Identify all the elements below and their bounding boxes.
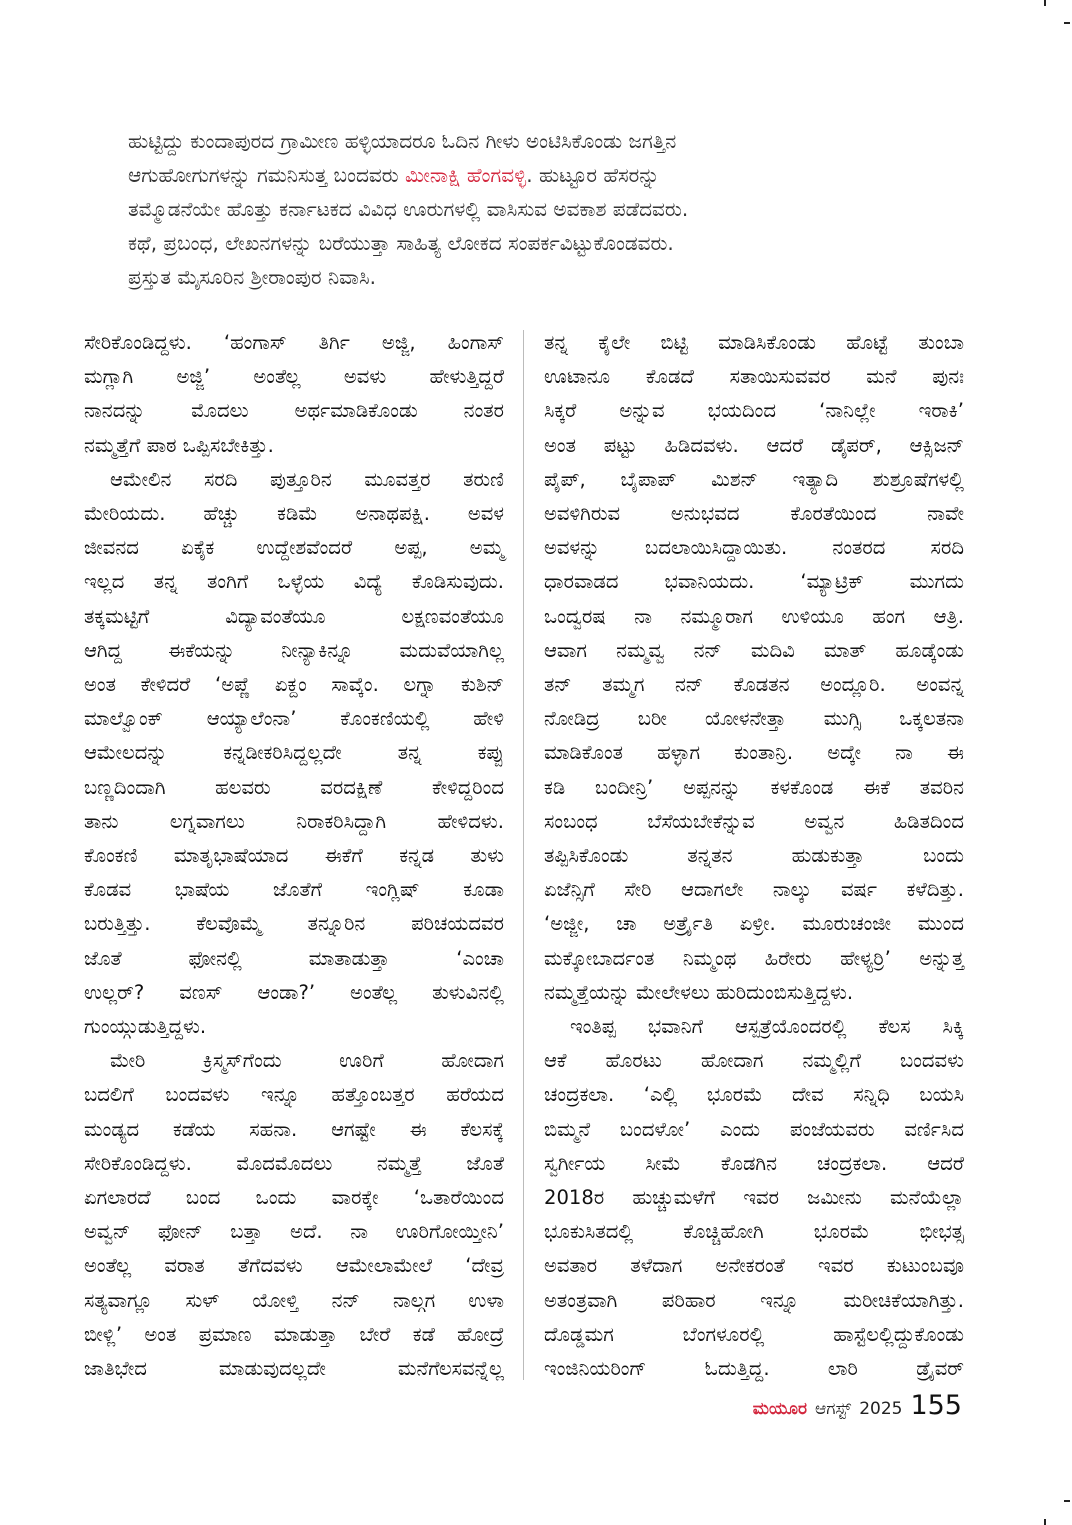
text-line: ಅಂತೆಲ್ಲ ವರಾತ ತೆಗೆದವಳು ಆಮೇಲಾಮೇಲೆ ‘ದೇವ್ರ bbox=[84, 1254, 504, 1278]
text-line: ಊಟಾನೂ ಕೊಡದೆ ಸತಾಯಿಸುವವರ ಮನೆ ಪುನಃ bbox=[544, 365, 964, 389]
text-line: ತನ್ ತಮ್ಮಗ ನನ್ ಕೊಡತನ ಅಂದ್ಲೂರಿ. ಅಂವನ್ನ bbox=[544, 673, 964, 697]
text-line: ಮಾಲ್ವೊಂಕ್ ಆಯ್ಯಾಲೆಂನಾ’ ಕೊಂಕಣಿಯಲ್ಲಿ ಹೇಳಿ bbox=[84, 707, 504, 731]
text-line: ಕೊಂಕಣಿ ಮಾತೃಭಾಷೆಯಾದ ಈಕೆಗೆ ಕನ್ನಡ ತುಳು bbox=[84, 844, 504, 868]
text-line: ಇಂತಿಪ್ಪ ಭವಾನಿಗೆ ಆಸ್ಪತ್ರೆಯೊಂದರಲ್ಲಿ ಕೆಲಸ ಸಿಕ್ಕಿ bbox=[570, 1015, 964, 1039]
crop-mark-right-top bbox=[1064, 22, 1070, 24]
page-footer bbox=[753, 1390, 962, 1421]
text-line: ಆಮೇಲಿನ ಸರದಿ ಪುತ್ತೂರಿನ ಮೂವತ್ತರ ತರುಣಿ bbox=[110, 467, 504, 491]
bio-line: ಹುಟ್ಟಿದ್ದು ಕುಂದಾಪುರದ ಗ್ರಾಮೀಣ ಹಳ್ಳಿಯಾದರೂ ಓದಿನ ಗೀಳು ಅಂಟಿಸಿಕೊಂಡು ಜಗತ್ತಿನ bbox=[128, 129, 677, 153]
article-column-right bbox=[544, 326, 964, 1386]
text-line: ಮಾಡಿಕೊಂತ ಹಳ್ಳಾಗ ಕುಂತಾನ್ರಿ. ಅದ್ಕೇ ನಾ ಈ bbox=[544, 741, 964, 765]
text-line: ಅವಳನ್ನು ಬದಲಾಯಿಸಿದ್ದಾಯಿತು. ನಂತರದ ಸರದಿ bbox=[544, 536, 964, 560]
text-line: ಬದಲಿಗೆ ಬಂದವಳು ಇನ್ನೂ ಹತ್ತೊಂಬತ್ತರ ಹರೆಯದ bbox=[84, 1083, 504, 1107]
text-line: ಮಂಡ್ಯದ ಕಡೆಯ ಸಹನಾ. ಆಗಷ್ಟೇ ಈ ಕೆಲಸಕ್ಕೆ bbox=[84, 1117, 504, 1141]
text-line: ‘ಅಜ್ಜೀ, ಚಾ ಅರ್ತ್ರೈತಿ ಏಳ್ರೀ. ಮೂರುಚಂಜೀ ಮುಂದ bbox=[544, 912, 964, 936]
text-line: ಸ್ವರ್ಗೀಯ ಸೀಮೆ ಕೊಡಗಿನ ಚಂದ್ರಕಲಾ. ಆದರೆ bbox=[544, 1151, 964, 1175]
text-line: ಮಕ್ಕೋಬಾರ್ದಂತ ನಿಮ್ಮಂಥ ಹಿರೇರು ಹೇಳ್ಯರ್ರಿ’ ಅನ್ನುತ್ತ bbox=[544, 946, 964, 970]
text-line: ಸೇರಿಕೊಂಡಿದ್ದಳು. ಮೊದಮೊದಲು ನಮ್ಮತ್ತೆ ಜೊತೆ bbox=[84, 1151, 504, 1175]
text-line: ಅತಂತ್ರವಾಗಿ ಪರಿಹಾರ ಇನ್ನೂ ಮರೀಚಿಕೆಯಾಗಿತ್ತು. bbox=[544, 1288, 964, 1312]
text-line: ಉಲ್ಲರ್? ವಣಸ್ ಆಂಡಾ?’ ಅಂತೆಲ್ಲ ತುಳುವಿನಲ್ಲಿ bbox=[84, 980, 504, 1004]
text-line: ನಮ್ಮತ್ತೆಗೆ ಪಾಠ ಒಪ್ಪಿಸಬೇಕಿತ್ತು. bbox=[84, 433, 274, 457]
author-name: ಮೀನಾಕ್ಷಿ ಹೆಂಗವಳ್ಳಿ bbox=[405, 163, 527, 187]
text-line: ದೊಡ್ಡಮಗ ಬೆಂಗಳೂರಲ್ಲಿ ಹಾಸ್ಟೆಲಲ್ಲಿದ್ದುಕೊಂಡು bbox=[544, 1322, 964, 1346]
text-line: ಮೇರಿಯದು. ಹೆಚ್ಚು ಕಡಿಮೆ ಅನಾಥಪಕ್ಷಿ. ಅವಳ bbox=[84, 502, 504, 526]
text-line: ಧಾರವಾಡದ ಭವಾನಿಯದು. ‘ಮ್ಯಾಟ್ರಿಕ್ ಮುಗದು bbox=[544, 570, 964, 594]
text-line: ಅವತಾರ ತಳೆದಾಗ ಅನೇಕರಂತೆ ಇವರ ಕುಟುಂಬವೂ bbox=[544, 1254, 964, 1278]
crop-mark-bottom bbox=[1044, 1519, 1046, 1525]
text-line: ನಮ್ಮತ್ತೆಯನ್ನು ಮೇಲೇಳಲು ಹುರಿದುಂಬಿಸುತ್ತಿದ್ದಳು. bbox=[544, 980, 854, 1004]
bio-text: . ಹುಟ್ಟೂರ ಹೆಸರನ್ನು bbox=[526, 163, 660, 187]
text-line: ಸೇರಿಕೊಂಡಿದ್ದಳು. ‘ಹಂಗಾಸ್ ತಿರ್ಗಿ ಅಜ್ಜಿ, ಹಿಂಗಾಸ್ bbox=[84, 331, 504, 354]
text-line: ಇಂಜಿನಿಯರಿಂಗ್ ಓದುತ್ತಿದ್ದ. ಲಾರಿ ಡ್ರೈವರ್ bbox=[544, 1357, 964, 1381]
text-line: ಜೀವನದ ಏಕೈಕ ಉದ್ದೇಶವೆಂದರೆ ಅಪ್ಪ, ಅಮ್ಮ bbox=[84, 536, 504, 560]
text-line: ಬಿಮ್ಮನೆ ಬಂದಳೋ’ ಎಂದು ಪಂಜೆಯವರು ವರ್ಣಿಸಿದ bbox=[544, 1117, 964, 1141]
bio-line: ಕಥೆ, ಪ್ರಬಂಧ, ಲೇಖನಗಳನ್ನು ಬರೆಯುತ್ತಾ ಸಾಹಿತ್ಯ ಲೋಕದ ಸಂಪರ್ಕವಿಟ್ಟುಕೊಂಡವರು. bbox=[128, 231, 674, 255]
text-line: ಬರುತ್ತಿತ್ತು. ಕೆಲವೊಮ್ಮೆ ತನ್ನೂರಿನ ಪರಿಚಯದವರ bbox=[84, 912, 504, 936]
text-line: 2018ರ ಹುಚ್ಚುಮಳೆಗೆ ಇವರ ಜಮೀನು ಮನೆಯೆಲ್ಲಾ bbox=[544, 1186, 964, 1210]
text-line: ಮಗ್ಲಾಗಿ ಅಜ್ಜಿ’ ಅಂತೆಲ್ಲ ಅವಳು ಹೇಳುತ್ತಿದ್ದರೆ bbox=[84, 365, 504, 389]
text-line: ತಕ್ಕಮಟ್ಟಿಗೆ ವಿದ್ಯಾವಂತೆಯೂ ಲಕ್ಷಣವಂತೆಯೂ bbox=[84, 604, 504, 628]
text-line: ಭೂಕುಸಿತದಲ್ಲಿ ಕೊಚ್ಚಿಹೋಗಿ ಭೂರಮೆ ಭೀಭತ್ಸ bbox=[544, 1220, 964, 1244]
text-line: ಆಗಿದ್ದ ಈಕೆಯನ್ನು ನೀನ್ಯಾಕಿನ್ನೂ ಮದುವೆಯಾಗಿಲ್ಲ bbox=[84, 638, 504, 662]
crop-mark-top bbox=[1044, 0, 1046, 6]
article-column-left bbox=[84, 326, 504, 1386]
issue-month: ಆಗಸ್ಟ್ bbox=[815, 1399, 852, 1419]
text-line: ಚಂದ್ರಕಲಾ. ‘ಎಲ್ಲಿ ಭೂರಮೆ ದೇವ ಸನ್ನಿಧಿ ಬಯಸಿ bbox=[544, 1083, 964, 1107]
text-line: ಒಂದ್ವರಷ ನಾ ನಮ್ಮೂರಾಗ ಉಳಿಯೂ ಹಂಗ ಆತ್ರಿ. bbox=[544, 604, 964, 628]
text-line: ತಪ್ಪಿಸಿಕೊಂಡು ತನ್ನತನ ಹುಡುಕುತ್ತಾ ಬಂದು bbox=[544, 844, 964, 868]
text-line: ಪೈಪ್, ಬೈಪಾಪ್ ಮಿಶನ್ ಇತ್ಯಾದಿ ಶುಶ್ರೂಷೆಗಳಲ್ಲಿ bbox=[544, 467, 964, 491]
text-line: ಕಡಿ ಬಂದೀನ್ರಿ’ ಅಪ್ಪನನ್ನು ಕಳಕೊಂಡ ಈಕೆ ತವರಿನ bbox=[544, 775, 964, 799]
text-line: ಜಾತಿಭೇದ ಮಾಡುವುದಲ್ಲದೇ ಮನೆಗೆಲಸವನ್ನೆಲ್ಲ bbox=[84, 1357, 504, 1381]
text-line: ಏಗಲಾರದೆ ಬಂದ ಒಂದು ವಾರಕ್ಕೇ ‘ಒತಾರೆಯಿಂದ bbox=[84, 1186, 504, 1210]
text-line: ನೋಡಿದ್ರ ಬರೀ ಯೋಳನೇತ್ತಾ ಮುಗ್ಸಿ ಒಕ್ಕಲತನಾ bbox=[544, 707, 964, 731]
text-line: ಸಿಕ್ಕರೆ ಅನ್ನುವ ಭಯದಿಂದ ‘ನಾನಿಲ್ಲೇ ಇರಾಕಿ’ bbox=[544, 399, 964, 423]
issue-year: 2025 bbox=[859, 1399, 903, 1419]
text-line: ಕೊಡವ ಭಾಷೆಯ ಜೊತೆಗೆ ಇಂಗ್ಲಿಷ್ ಕೂಡಾ bbox=[84, 878, 504, 902]
bio-text: ಆಗುಹೋಗುಗಳನ್ನು ಗಮನಿಸುತ್ತ ಬಂದವರು bbox=[128, 163, 406, 187]
text-line: ಅವ್ವನ್ ಫೋನ್ ಬತ್ತಾ ಅದೆ. ನಾ ಊರಿಗೋಯ್ತೀನಿ’ bbox=[84, 1220, 504, 1244]
page-number: 155 bbox=[910, 1390, 962, 1421]
text-line: ಬೀಳ್ಲಿ’ ಅಂತ ಪ್ರಮಾಣ ಮಾಡುತ್ತಾ ಬೇರೆ ಕಡೆ ಹೋದ್ರೆ bbox=[84, 1322, 504, 1346]
bio-line bbox=[128, 158, 888, 192]
text-line: ತಾನು ಲಗ್ನವಾಗಲು ನಿರಾಕರಿಸಿದ್ದಾಗಿ ಹೇಳಿದಳು. bbox=[84, 809, 504, 833]
text-line: ಅಂತ ಪಟ್ಟು ಹಿಡಿದವಳು. ಆದರೆ ಡೈಪರ್, ಆಕ್ಸಿಜನ್ bbox=[544, 433, 964, 457]
column-divider bbox=[523, 330, 524, 1380]
text-line: ಇಲ್ಲದ ತನ್ನ ತಂಗಿಗೆ ಒಳ್ಳೆಯ ವಿದ್ಯೆ ಕೊಡಿಸುವುದು. bbox=[84, 570, 504, 594]
bio-line: ಪ್ರಸ್ತುತ ಮೈಸೂರಿನ ಶ್ರೀರಾಂಪುರ ನಿವಾಸಿ. bbox=[128, 265, 376, 289]
text-line: ಆಮೇಲದನ್ನು ಕನ್ನಡೀಕರಿಸಿದ್ದಲ್ಲದೇ ತನ್ನ ಕಪ್ಪು bbox=[84, 741, 504, 765]
text-line: ಜೊತೆ ಫೋನಲ್ಲಿ ಮಾತಾಡುತ್ತಾ ‘ಎಂಚಾ bbox=[84, 946, 504, 970]
text-line: ನಾನದನ್ನು ಮೊದಲು ಅರ್ಥಮಾಡಿಕೊಂಡು ನಂತರ bbox=[84, 399, 504, 423]
text-line: ಸಂಬಂಧ ಬೆಸೆಯಬೇಕೆನ್ನುವ ಅವ್ವನ ಹಿಡಿತದಿಂದ bbox=[544, 809, 964, 833]
crop-mark-right-bottom bbox=[1064, 1500, 1070, 1502]
text-line: ಬಣ್ಣದಿಂದಾಗಿ ಹಲವರು ವರದಕ್ಷಿಣೆ ಕೇಳಿದ್ದರಿಂದ bbox=[84, 775, 504, 799]
text-line: ಏಜೆನ್ಸಿಗೆ ಸೇರಿ ಆದಾಗಲೇ ನಾಲ್ಕು ವರ್ಷ ಕಳೆದಿತ್ತು. bbox=[544, 878, 964, 902]
text-line: ಗುಂಯ್ಗುಡುತ್ತಿದ್ದಳು. bbox=[84, 1015, 207, 1039]
text-line: ಆವಾಗ ನಮ್ಮವ್ವ ನನ್ ಮದಿವಿ ಮಾತ್ ಹೂಡ್ಕೆಂಡು bbox=[544, 638, 964, 662]
text-line: ಅವಳಿಗಿರುವ ಅನುಭವದ ಕೊರತೆಯಿಂದ ನಾವೇ bbox=[544, 502, 964, 526]
text-line: ತನ್ನ ಕೈಲೇ ಬಿಟ್ಟಿ ಮಾಡಿಸಿಕೊಂಡು ಹೊಟ್ಟೆ ತುಂಬಾ bbox=[544, 331, 964, 354]
magazine-name: ಮಯೂರ bbox=[752, 1399, 807, 1419]
text-line: ಸತ್ಯವಾಗ್ಲೂ ಸುಳ್ ಯೋಳ್ತಿ ನನ್ ನಾಲ್ಗಗ ಉಳಾ bbox=[84, 1288, 504, 1312]
author-bio bbox=[128, 124, 888, 294]
text-line: ಆಕೆ ಹೊರಟು ಹೋದಾಗ ನಮ್ಮಲ್ಲಿಗೆ ಬಂದವಳು bbox=[544, 1049, 964, 1073]
text-line: ಮೇರಿ ಕ್ರಿಸ್ಮಸ್‌ಗೆಂದು ಊರಿಗೆ ಹೋದಾಗ bbox=[110, 1049, 504, 1073]
bio-line: ತಮ್ಮೊಡನೆಯೇ ಹೊತ್ತು ಕರ್ನಾಟಕದ ವಿವಿಧ ಊರುಗಳಲ್ಲಿ ವಾಸಿಸುವ ಅವಕಾಶ ಪಡೆದವರು. bbox=[128, 197, 689, 221]
text-line: ಅಂತ ಕೇಳಿದರೆ ‘ಅಪ್ಣೆ ಏಕ್ದಂ ಸಾವ್ಕೆಂ. ಲಗ್ನಾ ಕುಶಿನ್ bbox=[84, 673, 504, 697]
